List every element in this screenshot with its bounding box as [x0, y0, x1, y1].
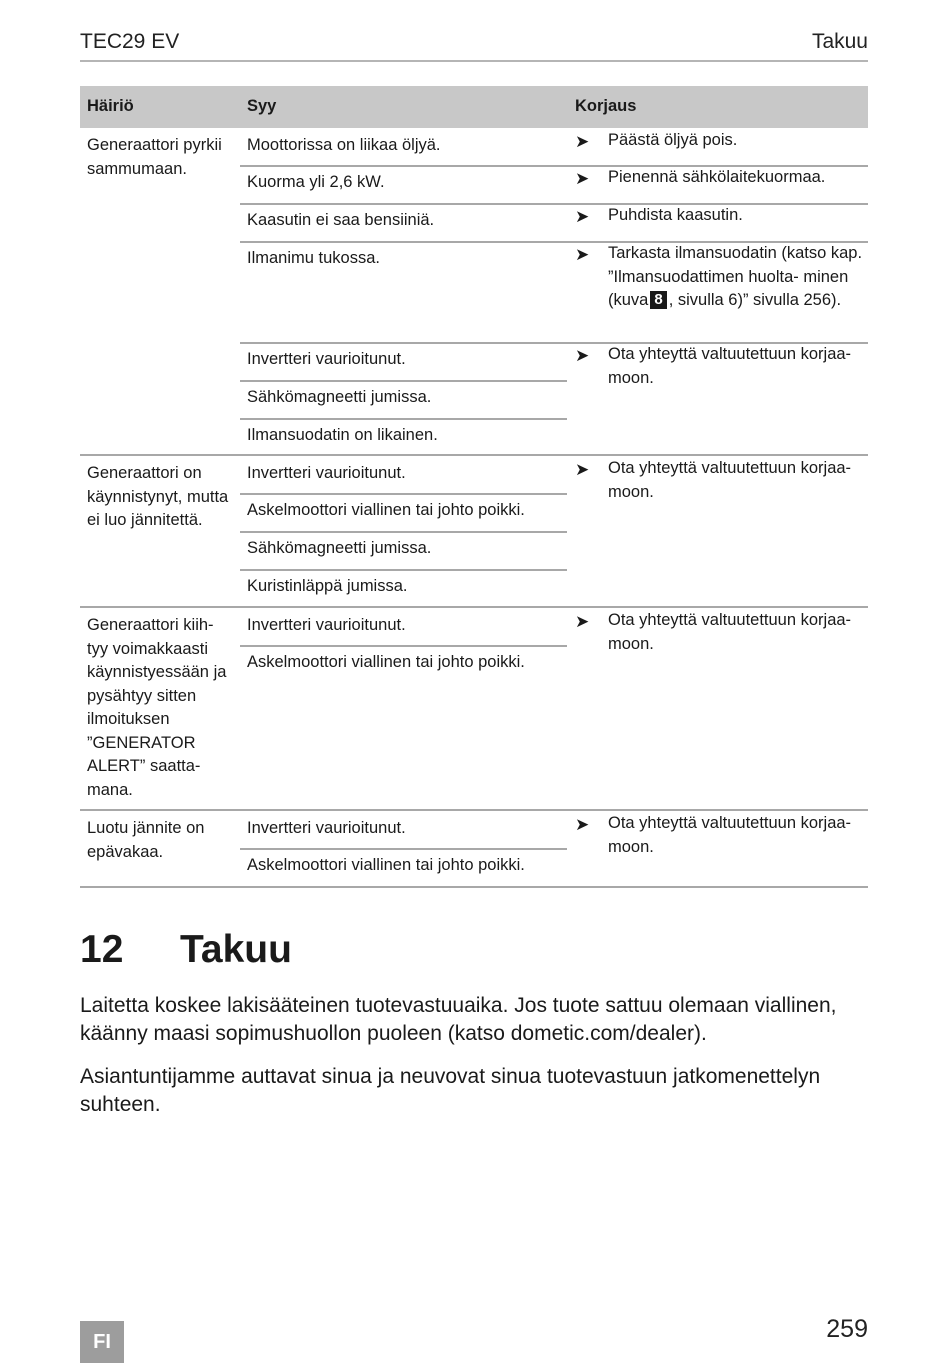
cause-cell: Kaasutin ei saa bensiiniä.	[247, 211, 435, 229]
header-product-name: TEC29 EV	[80, 30, 180, 53]
table-row: Kuorma yli 2,6 kW. ➤ Pienennä sähkölaitekuormaa.	[240, 165, 868, 203]
table-row: Moottorissa on liikaa öljyä. ➤ Päästä öljyä pois.	[240, 128, 868, 165]
arrow-bullet-icon: ➤	[575, 207, 590, 226]
cause-cell: Askelmoottori viallinen tai johto poikki.	[247, 653, 525, 671]
page-number: 259	[826, 1315, 868, 1343]
table-row-group	[80, 454, 868, 606]
arrow-bullet-icon: ➤	[575, 346, 590, 365]
cause-cell: Invertteri vaurioitunut.	[247, 464, 406, 482]
cause-cell: Askelmoottori viallinen tai johto poikki.	[247, 856, 525, 874]
table-row: Invertteri vaurioitunut. ➤ Ota yhteyttä valtuutettuun korjaa- moon.	[240, 342, 868, 380]
table-row	[240, 241, 868, 342]
column-header-cause: Syy	[247, 97, 277, 115]
header-section-name: Takuu	[811, 30, 868, 53]
arrow-bullet-icon: ➤	[575, 169, 590, 188]
paragraph: Laitetta koskee lakisääteinen tuotevastuuaika. Jos tuote sattuu olemaan viallinen, käänny maasi sopimushuollon puoleen (katso dometic.com/dealer).	[80, 994, 837, 1045]
troubleshooting-table	[80, 86, 868, 886]
arrow-bullet-icon: ➤	[575, 132, 590, 151]
table-header	[80, 86, 868, 128]
table-row-group	[80, 128, 868, 454]
table-row	[240, 380, 868, 418]
table-row	[240, 569, 868, 606]
table-row: Invertteri vaurioitunut. ➤ Ota yhteyttä valtuutettuun korjaa- moon.	[247, 459, 852, 501]
table-row-group	[80, 606, 868, 809]
fault-cell: Generaattori pyrkii sammumaan.	[87, 136, 222, 178]
cause-cell: Sähkömagneetti jumissa.	[247, 539, 432, 557]
column-header-fault: Häiriö	[87, 97, 134, 115]
table-row	[240, 848, 868, 886]
header-divider	[80, 60, 868, 62]
language-badge: FI	[80, 1321, 124, 1363]
table-row: Kaasutin ei saa bensiiniä. ➤ Puhdista kaasutin.	[240, 203, 868, 241]
section-number: 12	[80, 928, 124, 971]
table-row: Invertteri vaurioitunut. ➤ Ota yhteyttä valtuutettuun korjaa- moon.	[247, 611, 852, 653]
fault-cell: Luotu jännite on epävakaa.	[87, 819, 205, 861]
table-row	[240, 493, 868, 531]
remedy-text: Tarkasta ilmansuodatin (katso kap. ”Ilmansuodattimen huolta- minen (kuva	[608, 244, 863, 309]
table-row	[240, 418, 868, 454]
cause-cell: Kuorma yli 2,6 kW.	[247, 173, 385, 191]
arrow-bullet-icon: ➤	[575, 815, 590, 834]
fault-cell: Generaattori on käynnistynyt, mutta ei luo jännitettä.	[87, 464, 229, 529]
cause-cell: Moottorissa on liikaa öljyä.	[247, 136, 441, 154]
arrow-bullet-icon: ➤	[575, 612, 590, 631]
cause-cell: Invertteri vaurioitunut.	[247, 616, 406, 634]
cause-cell: Askelmoottori viallinen tai johto poikki.	[247, 501, 525, 519]
section-title: Takuu	[180, 928, 292, 971]
arrow-bullet-icon: ➤	[575, 245, 590, 264]
fault-cell: Generaattori kiih- tyy voimakkaasti käynnistyessään ja pysähtyy sitten ilmoituksen ”GENERATOR ALERT” saatta- mana.	[87, 616, 227, 799]
cause-cell: Invertteri vaurioitunut.	[247, 350, 406, 368]
cause-cell: Sähkömagneetti jumissa.	[247, 388, 432, 406]
table-row	[240, 531, 868, 569]
table-row-group	[80, 809, 868, 886]
table-row	[240, 645, 868, 685]
arrow-bullet-icon: ➤	[575, 460, 590, 479]
column-header-remedy: Korjaus	[575, 97, 637, 115]
paragraph: Asiantuntijamme auttavat sinua ja neuvovat sinua tuotevastuun jatkomenettelyn suhteen.	[80, 1065, 821, 1116]
table-row: Invertteri vaurioitunut. ➤ Ota yhteyttä valtuutettuun korjaa- moon.	[247, 814, 852, 856]
figure-reference-badge: 8	[650, 291, 666, 309]
table-bottom-rule	[80, 886, 868, 888]
remedy-text: , sivulla 6)” sivulla 256).	[668, 291, 842, 309]
cause-cell: Invertteri vaurioitunut.	[247, 819, 406, 837]
cause-cell: Kuristinläppä jumissa.	[247, 577, 408, 595]
cause-cell: Ilmanimu tukossa.	[247, 249, 380, 267]
cause-cell: Ilmansuodatin on likainen.	[247, 426, 438, 444]
